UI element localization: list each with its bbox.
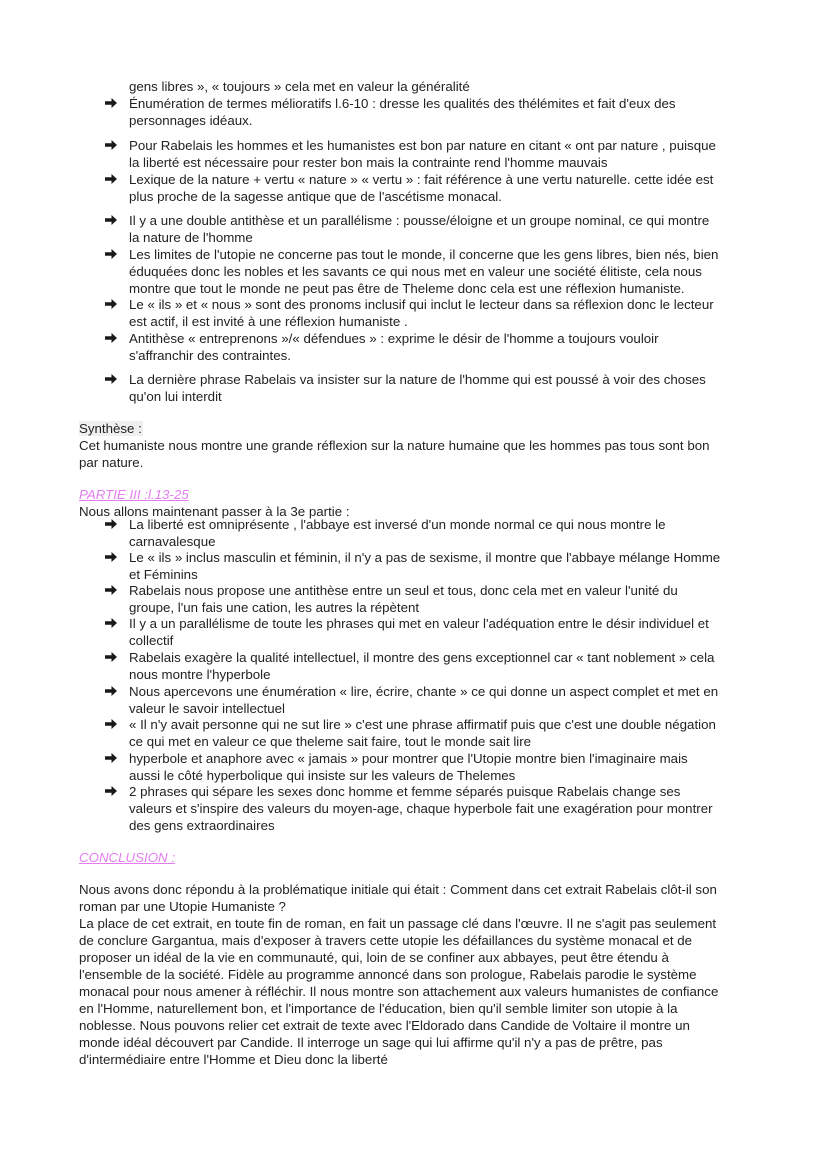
text-line: aussi le côté hyperbolique qui insiste sur les valeurs de Thelemes: [129, 768, 516, 783]
text-line: des gens extraordinaires: [129, 818, 275, 833]
arrow-icon: [104, 213, 118, 227]
arrow-icon: [104, 616, 118, 630]
text-line: proposer un idéal de la vie en communauté, qui, loin de se confiner aux abbayes, peut être étendu à: [79, 950, 669, 965]
text-line: 2 phrases qui sépare les sexes donc homme et femme séparés puisque Rabelais change ses: [129, 784, 681, 799]
text-line: groupe, l'un fais une cation, les autres la répètent: [129, 600, 420, 615]
arrow-icon: [104, 372, 118, 386]
text-line: l'ensemble de la société. Fidèle au programme annoncé dans son prologue, Rabelais parodie le système: [79, 967, 697, 982]
text-line: roman par une Utopie Humaniste ?: [79, 899, 286, 914]
text-line: et Féminins: [129, 567, 198, 582]
arrow-icon: [104, 650, 118, 664]
synthese-label: Synthèse :: [79, 421, 142, 436]
arrow-icon: [104, 717, 118, 731]
arrow-icon: [104, 550, 118, 564]
text-line: Il y a une double antithèse et un parallélisme : pousse/éloigne et un groupe nominal, ce qui montre: [129, 213, 710, 228]
text-line: Rabelais exagère la qualité intellectuel, il montre des gens exceptionnel car « tant noblement » cela: [129, 650, 715, 665]
text-line: La place de cet extrait, en toute fin de roman, en fait un passage clé dans l'œuvre. Il ne s'agit pas seulement: [79, 916, 717, 931]
text-line: personnages idéaux.: [129, 113, 253, 128]
text-line: monacal pour nous amener à réfléchir. Il nous montre son attachement aux valeurs humanistes de confiance: [79, 984, 719, 999]
text-line: Nous apercevons une énumération « lire, écrire, chante » ce qui donne un aspect complet et met en: [129, 684, 719, 699]
text-line: ce qui met en valeur ce que theleme sait faire, tout le monde sait lire: [129, 734, 532, 749]
text-line: plus proche de la sagesse antique que de l'ascétisme monacal.: [129, 189, 502, 204]
text-line: en l'Homme, naturellement bon, et l'importance de l'éducation, bien qu'il semble limiter son utopie à la: [79, 1001, 678, 1016]
text-line: est actif, il est invité à une réflexion humaniste .: [129, 314, 408, 329]
arrow-icon: [104, 751, 118, 765]
text-line: Le « ils » inclus masculin et féminin, il n'y a pas de sexisme, il montre que l'abbaye mélange Homme: [129, 550, 721, 565]
conclusion-heading: CONCLUSION :: [79, 850, 176, 865]
part3-heading: PARTIE III :l.13-25: [79, 487, 189, 502]
text-line: Pour Rabelais les hommes et les humanistes est bon par nature en citant « ont par nature , puisque: [129, 138, 716, 153]
text-line: Nous avons donc répondu à la problématique initiale qui était : Comment dans cet extrait Rabelais clôt-il son: [79, 882, 717, 897]
text-line: de conclure Gargantua, mais d'exposer à travers cette utopie les défaillances du système monacal et de: [79, 933, 693, 948]
text-line: éduquées donc les nobles et les savants ce qui nous met en valeur une société élitiste, cela nous: [129, 264, 702, 279]
part3-intro: Nous allons maintenant passer à la 3e partie :: [79, 504, 350, 519]
text-line: La liberté est omniprésente , l'abbaye est inversé d'un monde normal ce qui nous montre le: [129, 517, 666, 532]
text-line: Il y a un parallélisme de toute les phrases qui met en valeur l'adéquation entre le désir individuel et: [129, 616, 709, 631]
text-line: monde idéal découvert par Candide. Il interroge un sage qui lui affirme qu'il n'y a pas de prêtre, pas: [79, 1035, 663, 1050]
text-line: la nature de l'homme: [129, 230, 253, 245]
text-line: noblesse. Nous pouvons relier cet extrait de texte avec l'Eldorado dans Candide de Voltaire il montre un: [79, 1018, 690, 1033]
part3-section: [79, 486, 759, 520]
text-line: nous montre l'hyperbole: [129, 667, 271, 682]
arrow-icon: [104, 96, 118, 110]
text-line: Lexique de la nature + vertu « nature » « vertu » : fait référence à une vertu naturelle. cette idée est: [129, 172, 714, 187]
conclusion-section: [79, 849, 759, 866]
text-line: carnavalesque: [129, 534, 216, 549]
text-line: Antithèse « entreprenons »/« défendues » : exprime le désir de l'homme a toujours vouloir: [129, 331, 659, 346]
text-line: Les limites de l'utopie ne concerne pas tout le monde, il concerne que les gens libres, bien nés, bien: [129, 247, 719, 262]
arrow-icon: [104, 517, 118, 531]
text-line: Rabelais nous propose une antithèse entre un seul et tous, donc cela met en valeur l'unité du: [129, 583, 678, 598]
text-line: valeur le savoir intellectuel: [129, 701, 285, 716]
arrow-icon: [104, 172, 118, 186]
text-line: collectif: [129, 633, 174, 648]
text-line: montre que tout le monde ne peut pas être de Theleme donc cela est une réflexion humaniste.: [129, 281, 685, 296]
text-line: Cet humaniste nous montre une grande réflexion sur la nature humaine que les hommes pas tous sont bon: [79, 438, 710, 453]
text-line: Énumération de termes mélioratifs l.6-10 : dresse les qualités des thélémites et fait d'eux des: [129, 96, 676, 111]
text-line: « Il n'y avait personne qui ne sut lire » c'est une phrase affirmatif puis que c'est une double négation: [129, 717, 716, 732]
arrow-icon: [104, 138, 118, 152]
text-line: hyperbole et anaphore avec « jamais » pour montrer que l'Utopie montre bien l'imaginaire mais: [129, 751, 688, 766]
arrow-icon: [104, 331, 118, 345]
text-line: par nature.: [79, 455, 144, 470]
arrow-icon: [104, 583, 118, 597]
text-line: d'intermédiaire entre l'Homme et Dieu donc la liberté: [79, 1052, 388, 1067]
text-line: La dernière phrase Rabelais va insister sur la nature de l'homme qui est poussé à voir des choses: [129, 372, 706, 387]
synthese-section: [79, 420, 759, 471]
arrow-icon: [104, 247, 118, 261]
text-line: gens libres », « toujours » cela met en valeur la généralité: [129, 79, 470, 94]
arrow-icon: [104, 297, 118, 311]
text-line: s'affranchir des contraintes.: [129, 348, 291, 363]
text-line: la liberté est nécessaire pour rester bon mais la contrainte rend l'homme mauvais: [129, 155, 608, 170]
text-line: Le « ils » et « nous » sont des pronoms inclusif qui inclut le lecteur dans sa réflexion donc le lecteur: [129, 297, 714, 312]
arrow-icon: [104, 784, 118, 798]
text-line: qu'on lui interdit: [129, 389, 222, 404]
arrow-icon: [104, 684, 118, 698]
conclusion-paragraph: [79, 881, 759, 1068]
text-line: valeurs et s'inspire des valeurs du moyen-age, chaque hyperbole fait une exagération pour montrer: [129, 801, 713, 816]
